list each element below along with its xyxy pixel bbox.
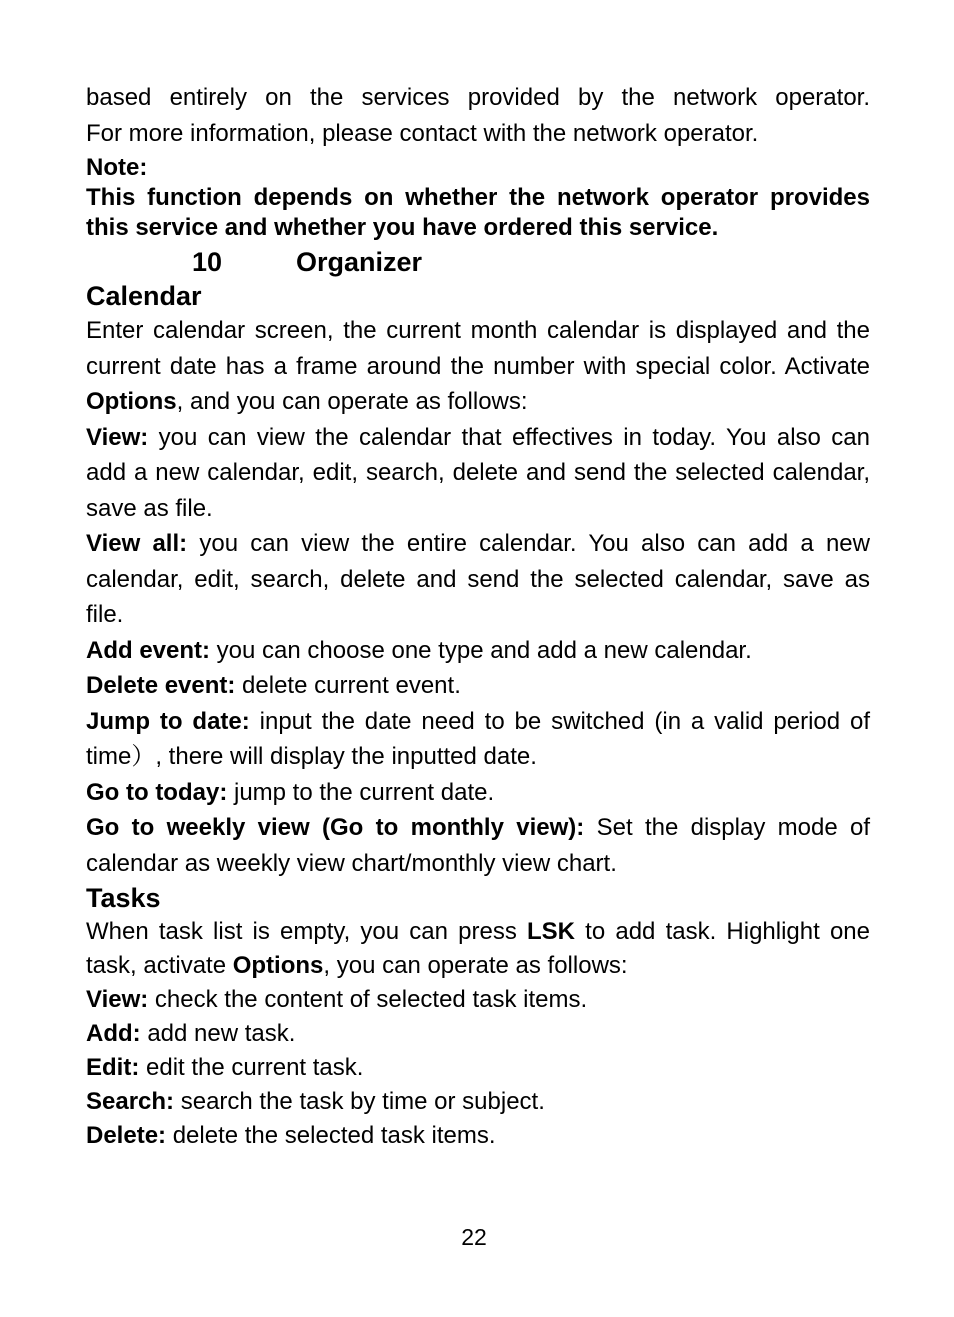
calendar-heading: Calendar <box>86 281 202 311</box>
item-desc: add new task. <box>140 1020 296 1047</box>
tasks-intro-mid: to add task. Highlight one task, activate <box>86 918 871 979</box>
item-desc: you can view the entire calendar. You also can add a new calendar, edit, search, delete and send the selected calendar, save as file. <box>86 530 870 628</box>
calendar-item-view-all <box>86 526 870 633</box>
tasks-options-term: Options <box>232 952 324 979</box>
calendar-intro-tail: , and you can operate as follows: <box>176 388 528 415</box>
item-desc: delete current event. <box>235 672 461 699</box>
calendar-intro-text: Enter calendar screen, the current month calendar is displayed and the current date has a frame around the number with special color. Activate <box>86 317 870 380</box>
item-term: Go to today: <box>86 778 228 806</box>
calendar-options-term: Options <box>86 388 177 415</box>
item-desc: input the date need to be switched (in a valid period of time）, there will display the inputted date. <box>86 707 871 770</box>
item-desc: jump to the current date. <box>227 778 495 806</box>
calendar-item-delete-event <box>86 668 870 704</box>
note-text: This function depends on whether the network operator provides this service and whether you have ordered this service. <box>86 184 870 241</box>
item-term: View all: <box>86 530 188 557</box>
note-label: Note: <box>86 154 148 181</box>
chapter-number: 10 <box>192 247 223 277</box>
item-desc: you can view the calendar that effectives in today. You also can add a new calendar, edit, search, delete and send the selected calendar, save as file. <box>86 423 870 522</box>
item-term: Search: <box>86 1088 175 1115</box>
chapter-title: Organizer <box>296 247 423 277</box>
tasks-item-edit <box>86 1051 870 1085</box>
item-desc: delete the selected task items. <box>166 1122 496 1149</box>
tasks-intro-text: When task list is empty, you can press <box>86 918 528 945</box>
item-term: Edit: <box>86 1054 140 1081</box>
intro-line-1: based entirely on the services provided by the network operator. <box>86 84 870 111</box>
tasks-lsk-term: LSK <box>527 918 576 945</box>
item-term: Delete event: <box>86 672 236 699</box>
tasks-intro-tail: , you can operate as follows: <box>323 952 628 979</box>
tasks-item-view <box>86 983 870 1017</box>
item-term: View: <box>86 423 149 451</box>
item-desc: check the content of selected task items. <box>148 986 588 1013</box>
calendar-item-go-to-today <box>86 775 870 811</box>
tasks-heading: Tasks <box>86 883 161 913</box>
tasks-intro <box>86 915 870 983</box>
item-desc: edit the current task. <box>139 1054 364 1081</box>
tasks-item-delete <box>86 1119 870 1153</box>
calendar-item-weekly-view <box>86 810 870 881</box>
calendar-item-jump-to-date <box>86 704 870 775</box>
item-term: Add event: <box>86 636 211 664</box>
item-desc: Set the display mode of calendar as weekly view chart/monthly view chart. <box>86 814 871 877</box>
tasks-item-add <box>86 1017 870 1051</box>
page-number: 22 <box>461 1224 487 1250</box>
calendar-item-view <box>86 420 870 527</box>
chapter-heading <box>86 245 870 279</box>
item-term: Delete: <box>86 1122 167 1149</box>
calendar-intro <box>86 313 870 420</box>
item-desc: search the task by time or subject. <box>174 1088 545 1115</box>
document-page <box>86 80 870 1153</box>
item-term: Jump to date: <box>86 707 250 735</box>
item-desc: you can choose one type and add a new calendar. <box>210 636 752 664</box>
calendar-item-add-event <box>86 633 870 669</box>
item-term: View: <box>86 986 149 1013</box>
intro-line-2: For more information, please contact with the network operator. <box>86 119 759 147</box>
item-term: Add: <box>86 1020 141 1047</box>
tasks-item-search <box>86 1085 870 1119</box>
item-term: Go to weekly view (Go to monthly view): <box>86 814 585 841</box>
